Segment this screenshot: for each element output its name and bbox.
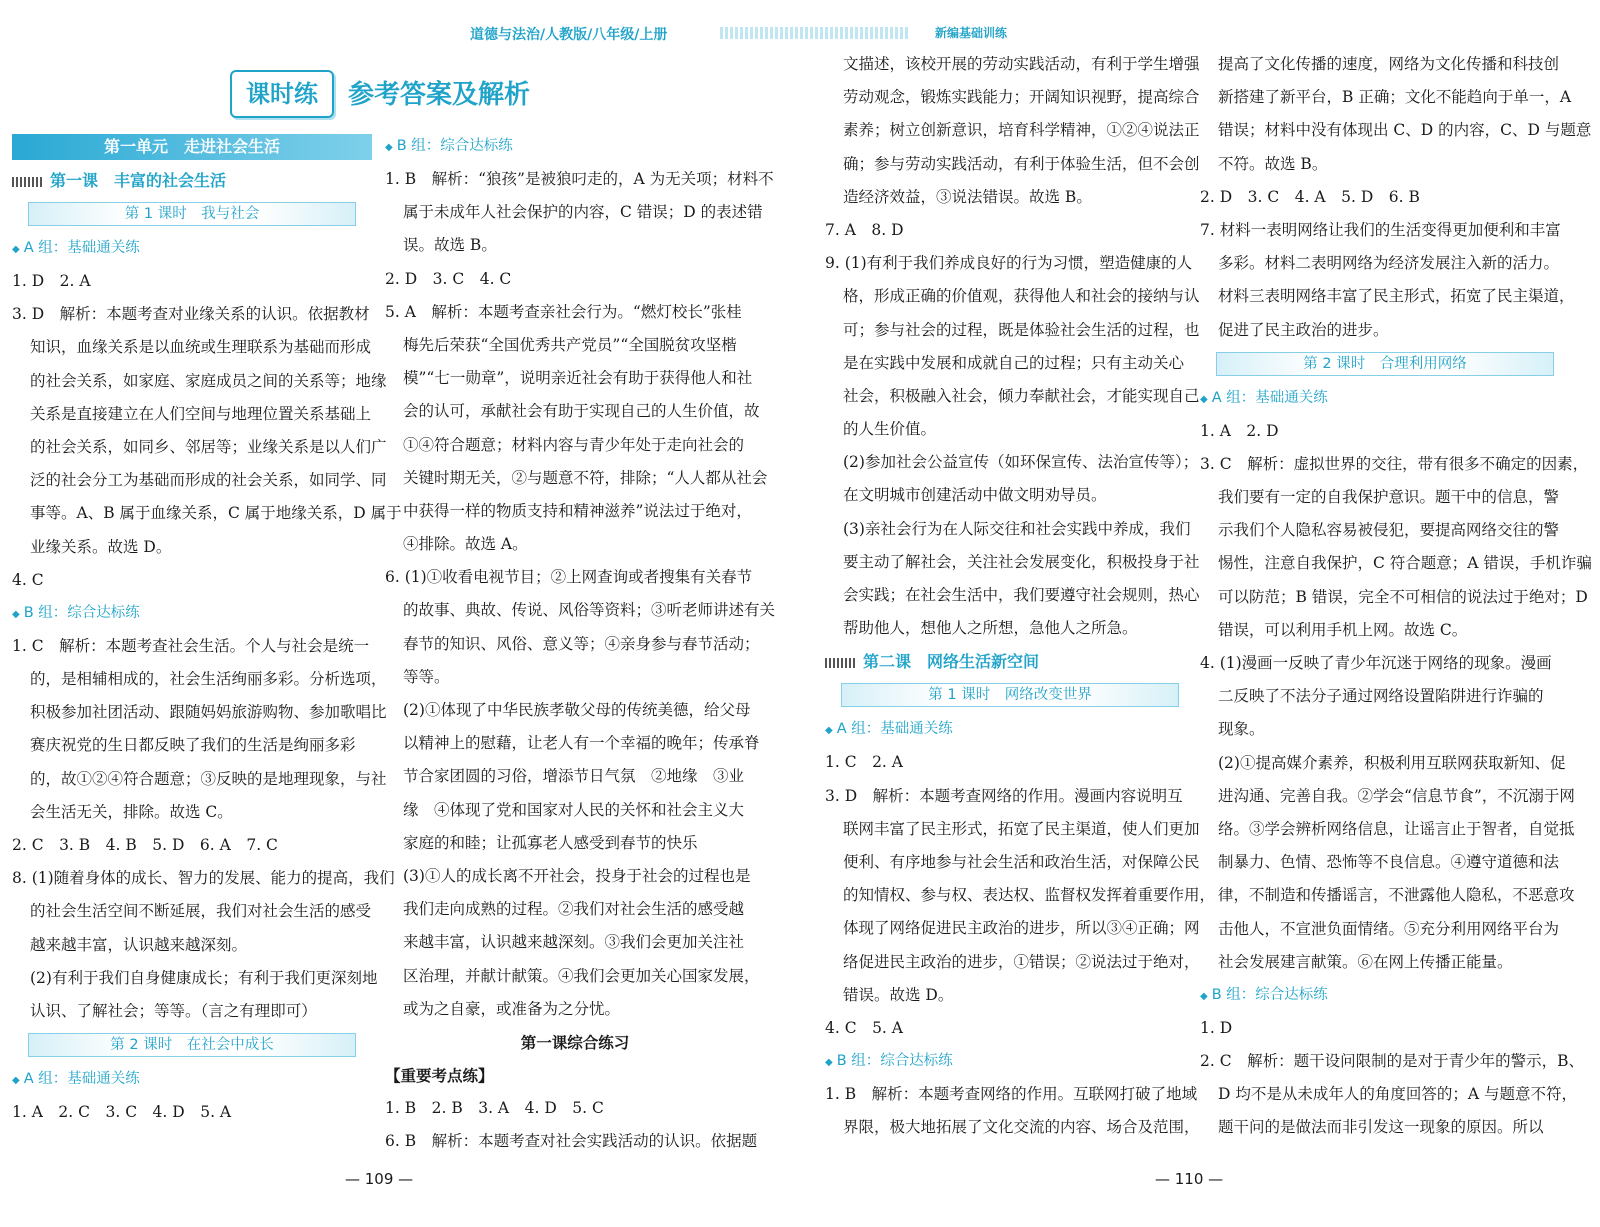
answer-line: 5. A 解析：本题考查亲社会行为。“燃灯校长”张桂 — [385, 302, 742, 321]
period-banner: 第 2 课时 在社会中成长 — [28, 1033, 356, 1057]
answer-line: 春节的知识、风俗、意义等；④亲身参与春节活动； — [403, 634, 760, 653]
answer-line: 体现了网络促进民主政治的进步，所以③④正确；网 — [843, 919, 1200, 938]
brand-label: 新编基础训练 — [935, 26, 1008, 40]
answer-line: 来越丰富，认识越来越深刻。③我们会更加关注社 — [403, 933, 745, 952]
group-heading: ◆ A 组：基础通关练 — [12, 232, 372, 265]
answer-line: 3. D 解析：本题考查对业缘关系的认识。依据教材 — [12, 305, 370, 324]
answer-line: 1. B 解析：“狼孩”是被狼叼走的，A 为无关项；材料不 — [385, 170, 774, 188]
answer-line: 区治理，并献计献策。④我们会更加关心国家发展， — [403, 966, 760, 985]
answer-line: 不符。故选 B。 — [1218, 154, 1328, 173]
answer-line: 关系是直接建立在人们空间与地理位置关系基础上 — [30, 404, 372, 423]
answer-line: 击他人，不宣泄负面情绪。⑤充分利用网络平台为 — [1218, 919, 1560, 938]
answer-line: 错误。故选 D。 — [843, 985, 954, 1004]
answer-line: 事等。A、B 属于血缘关系，C 属于地缘关系，D 属于 — [30, 504, 402, 523]
answer-line: 1. C 解析：本题考查社会生活。个人与社会是统一 — [12, 636, 370, 655]
answer-line: (2)有利于我们自身健康成长；有利于我们更深刻地 — [30, 968, 378, 987]
answer-line: (2)参加社会公益宣传（如环保宣传、法治宣传等）； — [843, 453, 1199, 472]
answer-line: (2)①提高媒介素养，积极利用互联网获取新知、促 — [1218, 753, 1566, 772]
answer-line: 模”“七一勋章”，说明亲近社会有助于获得他人和社 — [403, 369, 753, 388]
answer-line: 关键时期无关，②与题意不符，排除；“人人都从社会 — [403, 468, 768, 487]
answer-line: 2. C 3. B 4. B 5. D 6. A 7. C — [12, 836, 278, 854]
column-3 — [825, 48, 1216, 1144]
answer-line: 新搭建了新平台，B 正确；文化不能趋向于单一，A — [1218, 88, 1572, 107]
answer-line: ①④符合题意；材料内容与青少年处于走向社会的 — [403, 435, 745, 454]
answer-line: 造经济效益，③说法错误。故选 B。 — [843, 187, 1092, 206]
answer-line: 可以防范；B 错误，完全不可相信的说法过于绝对；D — [1218, 587, 1588, 606]
answer-line: 提高了文化传播的速度，网络为文化传播和科技创 — [1218, 55, 1560, 73]
answer-line: 赛庆祝党的生日都反映了我们的生活是绚丽多彩 — [30, 736, 356, 755]
page-number-left: — 109 — — [345, 1170, 414, 1188]
answer-line: 2. C 解析：题干设问限制的是对于青少年的警示，B、 — [1200, 1052, 1584, 1071]
answer-line: 7. 材料一表明网络让我们的生活变得更加便利和丰富 — [1200, 220, 1561, 239]
section-heading: 第一课综合练习 — [520, 1032, 630, 1052]
answer-line: 7. A 8. D — [825, 220, 904, 239]
answer-line: 1. B 解析：本题考查网络的作用。互联网打破了地域 — [825, 1085, 1198, 1104]
answer-line: 等等。 — [403, 667, 450, 686]
answer-line: 的人生价值。 — [843, 420, 937, 439]
answer-line: 属于未成年人社会保护的内容，C 错误；D 的表述错 — [403, 203, 763, 222]
subject-label: 道德与法治/人教版/八年级/上册 — [470, 27, 668, 43]
answer-line: 越来越丰富，认识越来越深刻。 — [30, 935, 248, 954]
answer-line: 示我们个人隐私容易被侵犯，要提高网络交往的警 — [1218, 521, 1560, 540]
period-banner: 第 1 课时 网络改变世界 — [841, 683, 1179, 707]
answer-line: 1. D 2. A — [12, 272, 91, 290]
answer-line: 会的认可，承献社会有助于实现自己的人生价值，故 — [403, 402, 760, 421]
answer-line: 3. C 解析：虚拟世界的交往，带有很多不确定的因素， — [1200, 454, 1589, 473]
answer-line: 的社会生活空间不断延展，我们对社会生活的感受 — [30, 902, 372, 921]
answer-line: 9. (1)有利于我们养成良好的行为习惯，塑造健康的人 — [825, 254, 1193, 273]
answer-line: 素养；树立创新意识，培育科学精神，①②④说法正 — [843, 121, 1200, 140]
answer-line: 惕性，注意自我保护，C 符合题意；A 错误，手机诈骗 — [1218, 554, 1592, 573]
answer-line: 是在实践中发展和成就自己的过程；只有主动关心 — [843, 353, 1185, 372]
answer-line: 制暴力、色情、恐怖等不良信息。④遵守道德和法 — [1218, 853, 1560, 872]
lesson-heading — [12, 164, 372, 197]
answer-line: 以精神上的慰藉，让老人有一个幸福的晚年；传承脊 — [403, 734, 760, 753]
answer-line: 劳动观念，锻炼实践能力；开阔知识视野，提高综合 — [843, 88, 1200, 107]
answer-line: 4. C — [12, 570, 44, 589]
header-stripe — [720, 27, 910, 39]
answer-line: 1. A 2. D — [1200, 421, 1279, 440]
running-header — [470, 24, 1050, 42]
answer-line: 便利、有序地参与社会生活和政治生活，对保障公民 — [843, 852, 1200, 871]
lesson-heading — [825, 645, 1195, 678]
answer-line: 要主动了解社会，关注社会发展变化，积极投身于社 — [843, 552, 1200, 571]
unit-banner: 第一单元 走进社会生活 — [12, 134, 372, 160]
answer-line: 确；参与劳动实践活动，有利于体验生活，但不会创 — [843, 154, 1200, 173]
period-banner: 第 2 课时 合理利用网络 — [1216, 352, 1554, 376]
answer-line: 的故事、典故、传说、风俗等资料；③听老师讲述有关 — [403, 601, 776, 620]
answer-line: 4. (1)漫画一反映了青少年沉迷于网络的现象。漫画 — [1200, 654, 1552, 672]
group-heading: ◆ A 组：基础通关练 — [12, 1063, 372, 1096]
answer-line: 帮助他人，想他人之所想，急他人之所急。 — [843, 619, 1138, 638]
answer-line: ④排除。故选 A。 — [403, 535, 528, 554]
answer-line: 会生活无关，排除。故选 C。 — [30, 802, 233, 821]
answer-line: 1. A 2. C 3. C 4. D 5. A — [12, 1103, 232, 1122]
answer-line: 2. D 3. C 4. A 5. D 6. B — [1200, 187, 1420, 206]
answer-line: 的，是相辅相成的，社会生活绚丽多彩。分析选项， — [30, 670, 387, 689]
answer-line: 络。③学会辨析网络信息，让谣言止于智者，自觉抵 — [1218, 819, 1575, 838]
answer-line: (3)亲社会行为在人际交往和社会实践中养成，我们 — [843, 519, 1191, 538]
answer-line: 1. D — [1200, 1018, 1233, 1037]
section-title: 参考答案及解析 — [348, 80, 531, 110]
answer-line: 家庭的和睦；让孤寡老人感受到春节的快乐 — [403, 833, 698, 852]
lesson-title: 第一课 丰富的社会生活 — [50, 171, 227, 190]
answer-line: 2. D 3. C 4. C — [385, 269, 512, 288]
lesson-mark-icon — [12, 177, 44, 187]
section-title-box: 课时练 — [230, 70, 334, 118]
answer-line: 中获得一样的物质支持和精神滋养”说法过于绝对， — [403, 501, 752, 520]
answer-line: 现象。 — [1218, 720, 1265, 739]
answer-line: 认识、了解社会；等等。（言之有理即可） — [30, 1001, 317, 1020]
answer-line: 缘 ④体现了党和国家对人民的关怀和社会主义大 — [403, 800, 745, 819]
answer-line: 业缘关系。故选 D。 — [30, 537, 172, 556]
watermark-logo — [1440, 1110, 1590, 1190]
answer-line: 泛的社会分工为基础而形成的社会关系，如同学、同 — [30, 471, 387, 490]
lesson-title: 第二课 网络生活新空间 — [863, 652, 1040, 672]
answer-line: 1. B 2. B 3. A 4. D 5. C — [385, 1099, 604, 1118]
answer-line: 社会发展建言献策。⑥在网上传播正能量。 — [1218, 952, 1513, 971]
subsection-heading: 【重要考点练】 — [385, 1066, 494, 1086]
answer-line: 6. (1)①收看电视节目；②上网查询或者搜集有关春节 — [385, 568, 753, 587]
answer-line: 题干问的是做法而非引发这一现象的原因。所以 — [1218, 1118, 1544, 1137]
answer-line: 络促进民主政治的进步，①错误；②说法过于绝对， — [843, 952, 1200, 971]
answer-line: (3)①人的成长离不开社会，投身于社会的过程也是 — [403, 866, 751, 885]
answer-line: 3. D 解析：本题考查网络的作用。漫画内容说明互 — [825, 786, 1183, 805]
answer-line: 二反映了不法分子通过网络设置陷阱进行诈骗的 — [1218, 687, 1544, 706]
answer-line: D 均不是从未成年人的角度回答的；A 与题意不符， — [1218, 1085, 1577, 1104]
answer-line: 的社会关系，如家庭、家庭成员之间的关系等；地缘 — [30, 371, 387, 390]
answer-line: 促进了民主政治的进步。 — [1218, 320, 1389, 339]
answer-line: 4. C 5. A — [825, 1018, 903, 1037]
answer-line: 材料三表明网络丰富了民主形式，拓宽了民主渠道， — [1218, 287, 1575, 306]
answer-line: 联网丰富了民主形式，拓宽了民主渠道，使人们更加 — [843, 819, 1200, 838]
column-1 — [12, 130, 402, 1129]
group-heading: ◆ B 组：综合达标练 — [825, 1045, 1195, 1078]
answer-line: 多彩。材料二表明网络为经济发展注入新的活力。 — [1218, 254, 1560, 273]
answer-line: 进沟通、完善自我。②学会“信息节食”，不沉溺于网 — [1218, 786, 1575, 805]
answer-line: 或为之自豪，或准备为之分忧。 — [403, 999, 621, 1018]
answer-line: 会实践；在社会生活中，我们要遵守社会规则，热心 — [843, 586, 1200, 604]
page-number-right: — 110 — — [1155, 1170, 1224, 1188]
answer-line: 误。故选 B。 — [403, 236, 497, 255]
column-4 — [1200, 48, 1592, 1145]
answer-line: 可；参与社会的过程，既是体验社会生活的过程，也 — [843, 320, 1200, 339]
answer-line: 的，故①②④符合题意；③反映的是地理现象，与社 — [30, 769, 387, 788]
answer-line: (2)①体现了中华民族孝敬父母的传统美德，给父母 — [403, 701, 751, 719]
answer-line: 社会，积极融入社会，倾力奉献社会，才能实现自己 — [843, 386, 1200, 405]
answer-line: 6. B 解析：本题考查对社会实践活动的认识。依据题 — [385, 1132, 758, 1151]
group-heading: ◆ A 组：基础通关练 — [825, 713, 1195, 746]
answer-line: 界限，极大地拓展了文化交流的内容、场合及范围， — [843, 1118, 1200, 1137]
answer-line: 文描述，该校开展的劳动实践活动，有利于学生增强 — [843, 55, 1200, 73]
answer-line: 错误，可以利用手机上网。故选 C。 — [1218, 620, 1468, 639]
answer-line: 1. C 2. A — [825, 753, 903, 772]
answer-line: 我们要有一定的自我保护意识。题干中的信息，警 — [1218, 488, 1560, 507]
answer-line: 格，形成正确的价值观，获得他人和社会的接纳与认 — [843, 287, 1200, 306]
lesson-mark-icon — [825, 658, 857, 668]
answer-line: 梅先后荣获“全国优秀共产党员”“全国脱贫攻坚楷 — [403, 335, 737, 354]
period-banner: 第 1 课时 我与社会 — [28, 202, 356, 226]
answer-line: 8. (1)随着身体的成长、智力的发展、能力的提高，我们 — [12, 869, 395, 888]
group-heading: ◆ A 组：基础通关练 — [1200, 382, 1570, 415]
column-2 — [385, 130, 776, 1159]
answer-line: 我们走向成熟的过程。②我们对社会生活的感受越 — [403, 900, 745, 919]
group-heading: ◆ B 组：综合达标练 — [12, 597, 372, 630]
answer-line: 在文明城市创建活动中做文明劝导员。 — [843, 486, 1107, 505]
group-heading: ◆ B 组：综合达标练 — [1200, 979, 1570, 1012]
answer-line: 错误；材料中没有体现出 C、D 的内容，C、D 与题意 — [1218, 121, 1592, 140]
answer-line: 律，不制造和传播谣言，不泄露他人隐私，不恶意攻 — [1218, 886, 1575, 905]
answer-line: 知识，血缘关系是以血统或生理联系为基础而形成 — [30, 338, 372, 357]
group-heading: ◆ B 组：综合达标练 — [385, 130, 765, 163]
answer-line: 的知情权、参与权、表达权、监督权发挥着重要作用， — [843, 886, 1216, 905]
answer-line: 的社会关系，如同乡、邻居等；业缘关系是以人们广 — [30, 437, 387, 456]
answer-line: 节合家团圆的习俗，增添节日气氛 ②地缘 ③业 — [403, 767, 745, 786]
answer-line: 积极参加社团活动、跟随妈妈旅游购物、参加歌唱比 — [30, 703, 387, 722]
